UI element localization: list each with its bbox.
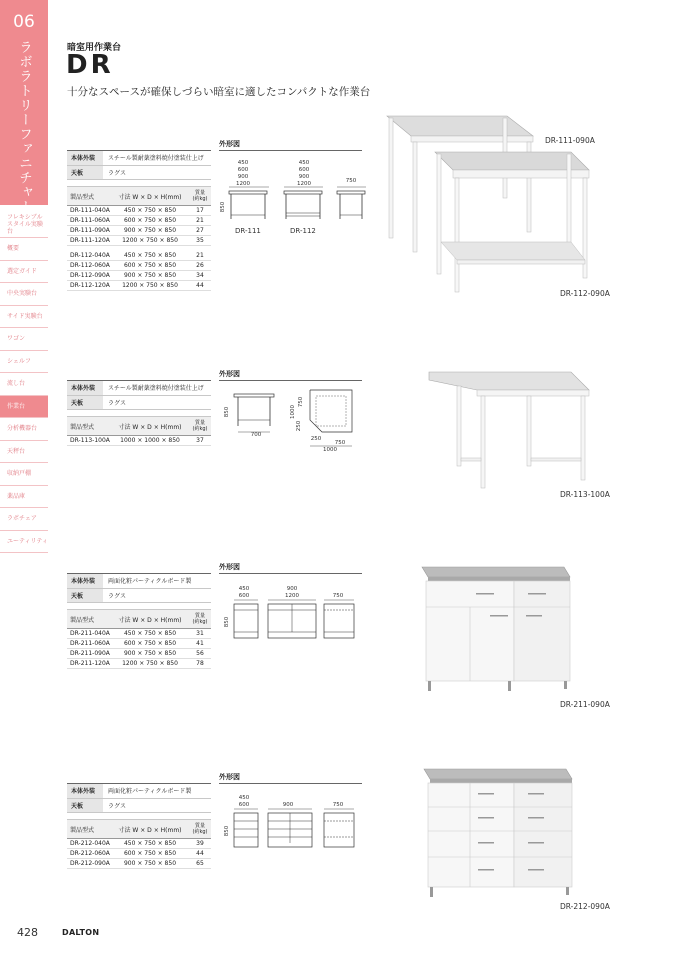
svg-text:750: 750	[345, 178, 357, 184]
svg-text:750: 750	[334, 440, 346, 446]
top-label: 天板	[67, 396, 103, 410]
svg-text:1200: 1200	[297, 181, 311, 187]
col-size: 寸法 W × D × H(mm)	[118, 826, 182, 834]
table-row: DR-112-060A 600 × 750 × 850 26	[67, 261, 211, 271]
photo-caption: DR-113-100A	[560, 490, 610, 499]
nav-item-sink[interactable]: 流し台	[0, 373, 48, 396]
top-label: 天板	[67, 799, 103, 813]
svg-text:600: 600	[238, 802, 250, 808]
svg-text:600: 600	[238, 593, 250, 599]
product-photo-dr-113	[425, 368, 595, 493]
col-size: 寸法 W × D × H(mm)	[118, 423, 182, 431]
lead-text: 十分なスペースが確保しづらい暗室に適したコンパクトな作業台	[67, 86, 371, 98]
col-weight: 質量 (約kg)	[192, 420, 208, 432]
top-value: ラグス	[108, 802, 126, 810]
table-row: DR-112-090A 900 × 750 × 850 34	[67, 271, 211, 281]
drawing-caption: DR-111	[235, 227, 261, 235]
top-value: ラグス	[108, 169, 126, 177]
svg-text:450: 450	[238, 795, 250, 801]
spec-table-1	[67, 150, 211, 291]
svg-text:900: 900	[298, 174, 310, 180]
table-row: DR-111-040A 450 × 750 × 850 17	[67, 206, 211, 216]
svg-text:750: 750	[332, 802, 344, 808]
drawing-label: 外形図	[219, 140, 240, 148]
exterior-label: 本体外装	[67, 784, 103, 798]
nav-item-instrument-table[interactable]: 分析機器台	[0, 418, 48, 441]
svg-text:250: 250	[296, 420, 302, 432]
table-row: DR-111-120A 1200 × 750 × 850 35	[67, 236, 211, 246]
svg-text:450: 450	[237, 160, 249, 166]
drawing-label: 外形図	[219, 370, 240, 378]
top-label: 天板	[67, 166, 103, 180]
exterior-value: 両面化粧パーティクルボード製	[108, 578, 192, 586]
nav-item-shelf[interactable]: シェルフ	[0, 351, 48, 374]
nav-item-flexible[interactable]: フレキシブル スタイル実験台	[0, 212, 48, 238]
exterior-value: 両面化粧パーティクルボード製	[108, 788, 192, 796]
top-label: 天板	[67, 589, 103, 603]
top-value: ラグス	[108, 592, 126, 600]
col-weight: 質量 (約kg)	[192, 190, 208, 202]
svg-text:600: 600	[237, 167, 249, 173]
sidebar	[0, 0, 48, 960]
product-photo-dr-211	[418, 563, 573, 698]
nav-item-guide[interactable]: 選定ガイド	[0, 261, 48, 284]
nav-item-side-bench[interactable]: サイド実験台	[0, 306, 48, 329]
col-model: 製品型式	[70, 616, 95, 624]
svg-text:1200: 1200	[236, 181, 250, 187]
svg-text:750: 750	[332, 593, 344, 599]
svg-text:450: 450	[238, 586, 250, 592]
chapter-number: 06	[13, 12, 35, 32]
chapter-title: ラボラトリーファニチャー	[16, 40, 32, 214]
photo-caption: DR-211-090A	[560, 700, 610, 709]
nav-item-lab-chair[interactable]: ラボチェア	[0, 508, 48, 531]
svg-text:900: 900	[237, 174, 249, 180]
svg-text:900: 900	[286, 586, 298, 592]
svg-text:850: 850	[224, 825, 230, 837]
table-row: DR-112-120A 1200 × 750 × 850 44	[67, 281, 211, 291]
svg-text:900: 900	[282, 802, 294, 808]
nav-item-balance-table[interactable]: 天秤台	[0, 441, 48, 464]
exterior-label: 本体外装	[67, 574, 103, 588]
svg-text:850: 850	[224, 616, 230, 628]
nav-item-overview[interactable]: 概要	[0, 238, 48, 261]
spec-table-3	[67, 573, 211, 669]
table-row: DR-211-060A 600 × 750 × 850 41	[67, 639, 211, 649]
col-model: 製品型式	[70, 423, 95, 431]
brand-logo: DALTON	[62, 928, 100, 937]
svg-text:1000: 1000	[290, 405, 296, 419]
outline-drawing-2	[222, 386, 362, 456]
exterior-value: スチール製耐薬塗料焼付塗装仕上げ	[108, 385, 204, 393]
col-weight: 質量 (約kg)	[192, 613, 208, 625]
table-row: DR-111-090A 900 × 750 × 850 27	[67, 226, 211, 236]
table-row: DR-113-100A 1000 × 1000 × 850 37	[67, 436, 211, 446]
photo-caption: DR-112-090A	[560, 289, 610, 298]
table-row: DR-112-040A 450 × 750 × 850 21	[67, 251, 211, 261]
drawing-caption: DR-112	[290, 227, 316, 235]
table-row: DR-212-060A 600 × 750 × 850 44	[67, 849, 211, 859]
nav-item-storage[interactable]: 収納戸棚	[0, 463, 48, 486]
col-model: 製品型式	[70, 193, 95, 201]
spec-table-4	[67, 783, 211, 869]
svg-text:250: 250	[310, 436, 322, 442]
nav-item-utility[interactable]: ユーティリティ	[0, 531, 48, 554]
table-row: DR-212-090A 900 × 750 × 850 65	[67, 859, 211, 869]
drawing-label: 外形図	[219, 773, 240, 781]
nav-item-chemical-cabinet[interactable]: 薬品庫	[0, 486, 48, 509]
svg-text:850: 850	[224, 406, 230, 418]
col-size: 寸法 W × D × H(mm)	[118, 193, 182, 201]
table-row: DR-211-120A 1200 × 750 × 850 78	[67, 659, 211, 669]
top-value: ラグス	[108, 399, 126, 407]
table-row: DR-212-040A 450 × 750 × 850 39	[67, 839, 211, 849]
outline-drawing-3	[222, 580, 362, 642]
photo-caption: DR-111-090A	[545, 136, 595, 145]
chapter-nav	[0, 212, 48, 553]
svg-text:750: 750	[298, 396, 304, 408]
svg-text:450: 450	[298, 160, 310, 166]
exterior-label: 本体外装	[67, 151, 103, 165]
svg-text:600: 600	[298, 167, 310, 173]
svg-text:1200: 1200	[285, 593, 299, 599]
nav-item-wagon[interactable]: ワゴン	[0, 328, 48, 351]
exterior-label: 本体外装	[67, 381, 103, 395]
outline-drawing-1	[219, 155, 369, 235]
col-weight: 質量 (約kg)	[192, 823, 208, 835]
exterior-value: スチール製耐薬塗料焼付塗装仕上げ	[108, 155, 204, 163]
col-size: 寸法 W × D × H(mm)	[118, 616, 182, 624]
product-photo-dr-212	[420, 765, 575, 900]
spec-table-2	[67, 380, 211, 446]
drawing-label: 外形図	[219, 563, 240, 571]
svg-text:850: 850	[220, 201, 226, 213]
nav-item-center-bench[interactable]: 中央実験台	[0, 283, 48, 306]
model-title: DR	[66, 50, 114, 80]
page-number: 428	[17, 926, 38, 939]
col-model: 製品型式	[70, 826, 95, 834]
table-row: DR-211-040A 450 × 750 × 850 31	[67, 629, 211, 639]
svg-text:700: 700	[250, 432, 262, 438]
svg-text:1000: 1000	[323, 447, 337, 453]
table-row: DR-111-060A 600 × 750 × 850 21	[67, 216, 211, 226]
nav-item-worktable[interactable]: 作業台	[0, 396, 48, 419]
outline-drawing-4	[222, 789, 362, 853]
photo-caption: DR-212-090A	[560, 902, 610, 911]
category-label: 暗室用作業台	[67, 43, 122, 53]
table-row: DR-211-090A 900 × 750 × 850 56	[67, 649, 211, 659]
